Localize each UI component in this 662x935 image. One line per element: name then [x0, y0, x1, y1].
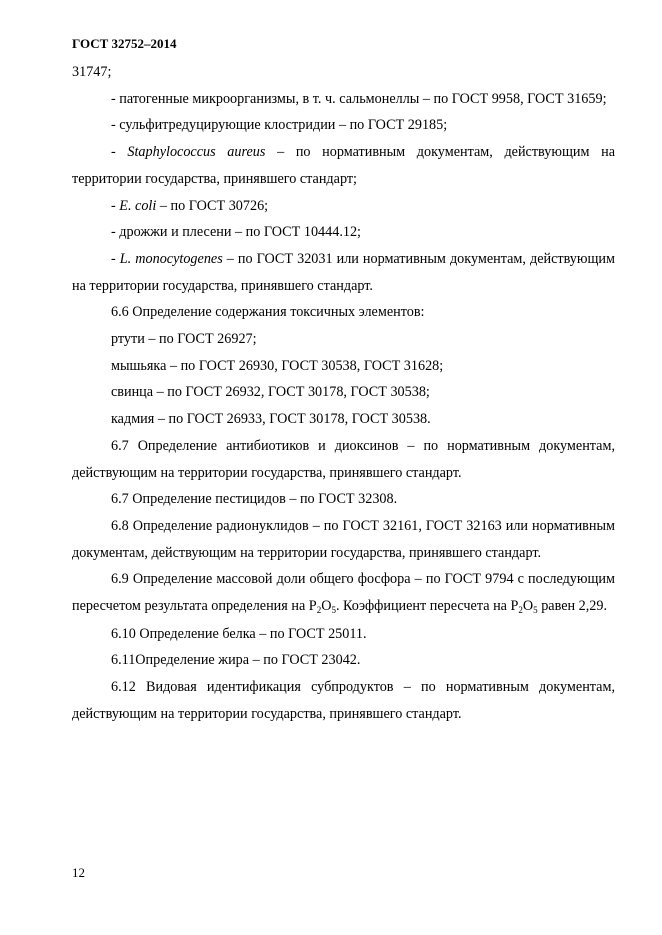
item-text: – по нормативным документам, действующим на территории государства, принявшего стандарт;: [72, 144, 615, 187]
section-6-10: 6.10 Определение белка – по ГОСТ 25011.: [111, 625, 367, 642]
document-header: ГОСТ 32752–2014: [72, 36, 177, 51]
dash: -: [111, 197, 120, 214]
subscript: 2: [316, 605, 322, 616]
item-text: – по ГОСТ 32031 или нормативным документам, действующим на территории государства, принявшего стандарт.: [72, 250, 615, 294]
organism-name: E. coli: [119, 197, 157, 214]
list-item-arsenic: мышьяка – по ГОСТ 26930, ГОСТ 30538, ГОСТ 31628;: [111, 357, 444, 374]
list-item-mercury: ртути – по ГОСТ 26927;: [111, 331, 257, 348]
subscript: 5: [533, 605, 538, 616]
list-item-pathogens: - патогенные микроорганизмы, в т. ч. сальмонеллы – по ГОСТ 9958, ГОСТ 31659;: [111, 90, 607, 107]
dash: -: [111, 144, 128, 161]
section-6-11: 6.11Определение жира – по ГОСТ 23042.: [111, 652, 361, 669]
section-6-7-antibiotics: 6.7 Определение антибиотиков и диоксинов – по нормативным документам, действующим на территории государства, принявшего стандарт.: [72, 437, 615, 481]
section-6-7-pesticides: 6.7 Определение пестицидов – по ГОСТ 32308.: [111, 491, 398, 508]
organism-name: Staphylococcus aureus: [127, 144, 266, 161]
continuation-line: 31747;: [72, 64, 112, 80]
list-item-staphylococcus: [72, 139, 615, 192]
section-6-8: 6.8 Определение радионуклидов – по ГОСТ 32161, ГОСТ 32163 или нормативным документам, действующим на территории государства, принявшего стандарт.: [72, 517, 615, 561]
text-part: O: [321, 598, 332, 615]
text-part: O: [522, 598, 534, 615]
subscript: 5: [331, 605, 336, 616]
section-6-12: 6.12 Видовая идентификация субпродуктов – по нормативным документам, действующим на территории государства, принявшего стандарт.: [72, 679, 615, 722]
list-item-ecoli: [72, 193, 615, 220]
text-part: 6.9 Определение массовой доли общего фосфора – по ГОСТ 9794 с последующим пересчетом результата определения на P: [72, 571, 615, 615]
list-item-lead: свинца – по ГОСТ 26932, ГОСТ 30178, ГОСТ 30538;: [111, 384, 430, 401]
text-part: . Коэффициент пересчета на P: [335, 598, 519, 615]
list-item-yeast: - дрожжи и плесени – по ГОСТ 10444.12;: [111, 224, 361, 241]
section-6-6: 6.6 Определение содержания токсичных элементов:: [111, 304, 425, 321]
document-body: [72, 59, 615, 728]
organism-name: L. monocytogenes: [119, 250, 223, 267]
page-number: 12: [72, 865, 85, 880]
item-text: – по ГОСТ 30726;: [156, 197, 269, 214]
list-item-clostridia: - сульфитредуцирующие клостридии – по ГОСТ 29185;: [111, 117, 448, 134]
list-item-cadmium: кадмия – по ГОСТ 26933, ГОСТ 30178, ГОСТ 30538.: [111, 411, 431, 428]
dash: -: [111, 250, 120, 267]
section-6-9: [72, 566, 615, 620]
list-item-listeria: [72, 246, 615, 299]
subscript: 2: [518, 605, 523, 616]
text-part: равен 2,29.: [537, 598, 608, 615]
